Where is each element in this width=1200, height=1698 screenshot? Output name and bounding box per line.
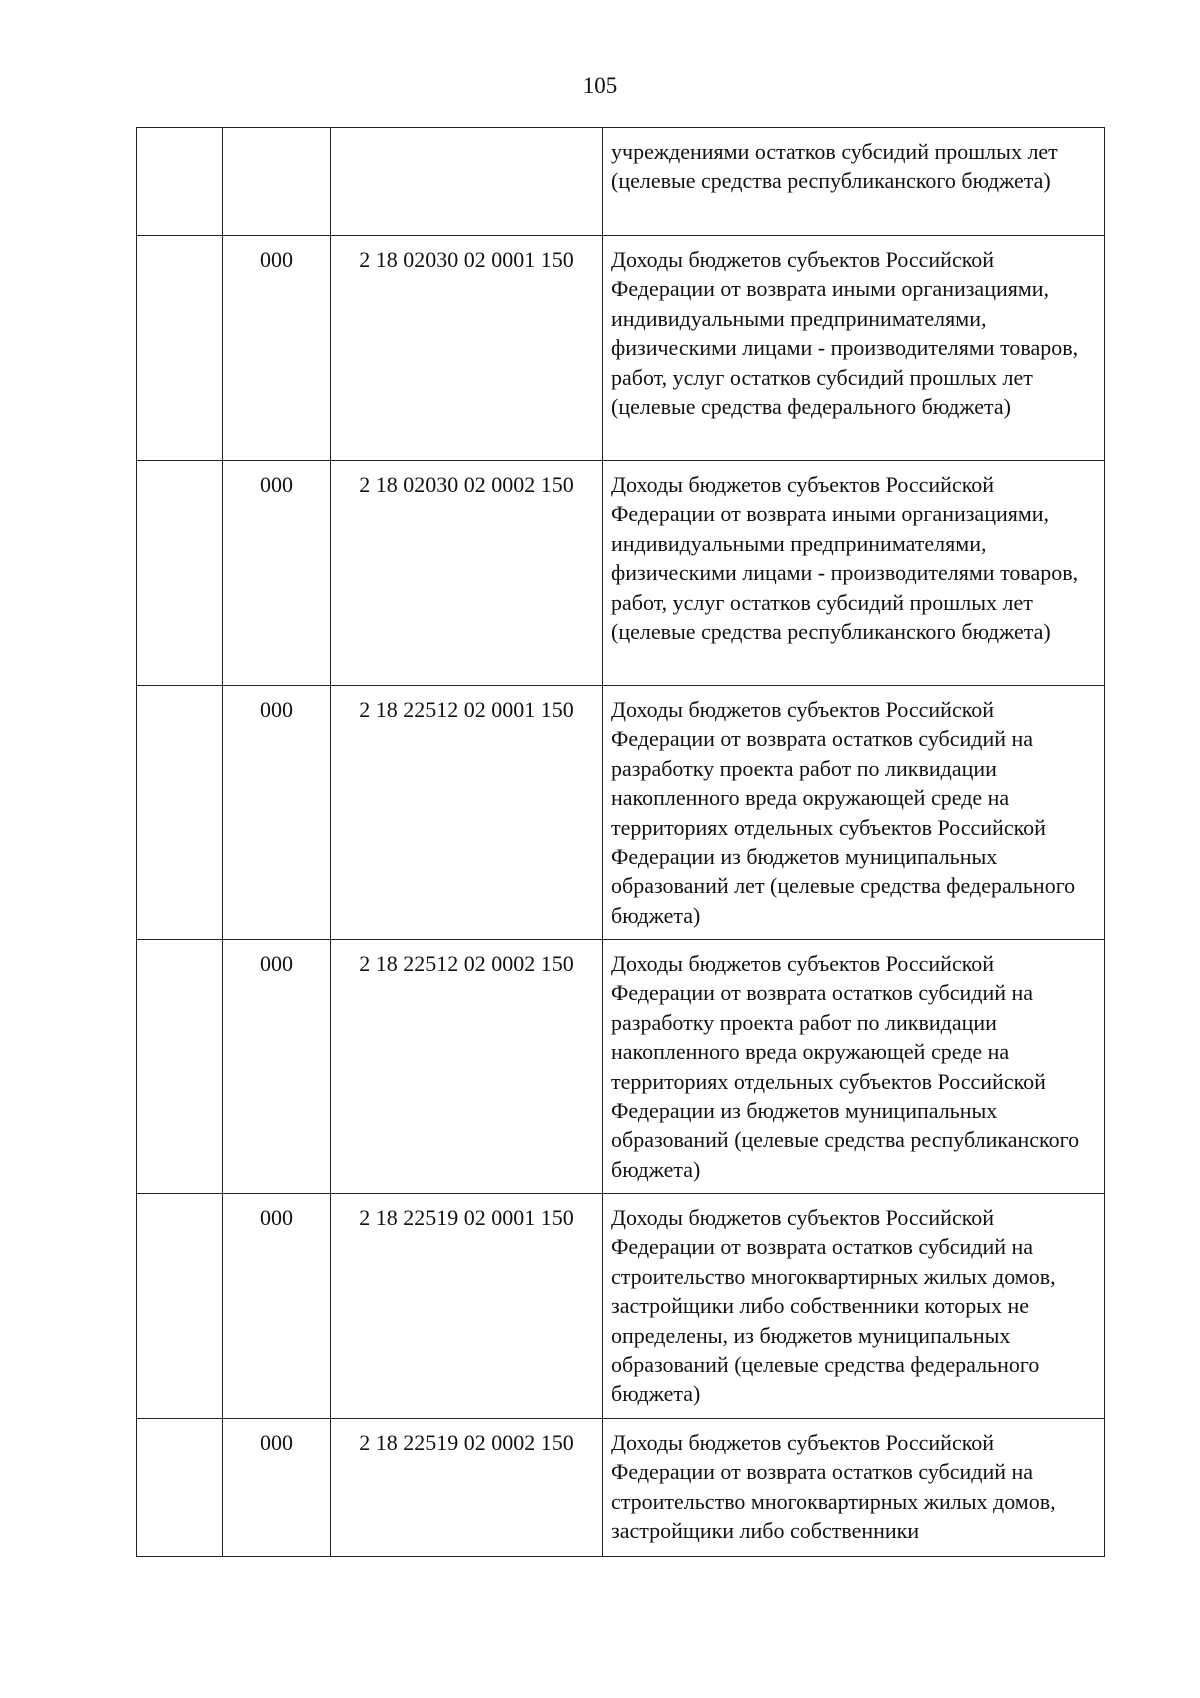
- admin-code-cell: 000: [223, 461, 331, 686]
- admin-code-cell: 000: [223, 236, 331, 461]
- row-number-cell: [137, 686, 223, 940]
- table-row: [137, 940, 1105, 1194]
- description-cell: Доходы бюджетов субъектов Российской Федерации от возврата остатков субсидий на строительство многоквартирных жилых домов, застройщики либо собственники: [603, 1419, 1105, 1557]
- admin-code-cell: 000: [223, 1194, 331, 1419]
- budget-code-cell: 2 18 02030 02 0001 150: [331, 236, 603, 461]
- budget-code-cell: [331, 128, 603, 236]
- description-cell: Доходы бюджетов субъектов Российской Федерации от возврата иными организациями, индивидуальными предпринимателями, физическими лицами - производителями товаров, работ, услуг остатков субсидий прошлых лет (целевые средства федерального бюджета): [603, 236, 1105, 461]
- table-row: [137, 128, 1105, 236]
- admin-code-cell: 000: [223, 686, 331, 940]
- description-cell: Доходы бюджетов субъектов Российской Федерации от возврата остатков субсидий на разработку проекта работ по ликвидации накопленного вреда окружающей среде на территориях отдельных субъектов Российской Федерации из бюджетов муниципальных образований лет (целевые средства федерального бюджета): [603, 686, 1105, 940]
- table-row: [137, 461, 1105, 686]
- row-number-cell: [137, 461, 223, 686]
- description-cell: Доходы бюджетов субъектов Российской Федерации от возврата иными организациями, индивидуальными предпринимателями, физическими лицами - производителями товаров, работ, услуг остатков субсидий прошлых лет (целевые средства республиканского бюджета): [603, 461, 1105, 686]
- table-row: [137, 1419, 1105, 1557]
- admin-code-cell: [223, 128, 331, 236]
- budget-code-cell: 2 18 22512 02 0001 150: [331, 686, 603, 940]
- row-number-cell: [137, 128, 223, 236]
- row-number-cell: [137, 940, 223, 1194]
- description-cell: Доходы бюджетов субъектов Российской Федерации от возврата остатков субсидий на строительство многоквартирных жилых домов, застройщики либо собственники которых не определены, из бюджетов муниципальных образований (целевые средства федерального бюджета): [603, 1194, 1105, 1419]
- budget-code-cell: 2 18 22512 02 0002 150: [331, 940, 603, 1194]
- row-number-cell: [137, 1419, 223, 1557]
- row-number-cell: [137, 236, 223, 461]
- budget-code-cell: 2 18 22519 02 0001 150: [331, 1194, 603, 1419]
- budget-code-cell: 2 18 02030 02 0002 150: [331, 461, 603, 686]
- table-row: [137, 686, 1105, 940]
- budget-codes-table: [136, 127, 1105, 1557]
- page-number: 105: [582, 73, 618, 98]
- budget-code-cell: 2 18 22519 02 0002 150: [331, 1419, 603, 1557]
- table-row: [137, 236, 1105, 461]
- table-row: [137, 1194, 1105, 1419]
- description-cell: учреждениями остатков субсидий прошлых лет (целевые средства республиканского бюджета): [603, 128, 1105, 236]
- description-cell: Доходы бюджетов субъектов Российской Федерации от возврата остатков субсидий на разработку проекта работ по ликвидации накопленного вреда окружающей среде на территориях отдельных субъектов Российской Федерации из бюджетов муниципальных образований (целевые средства республиканского бюджета): [603, 940, 1105, 1194]
- admin-code-cell: 000: [223, 940, 331, 1194]
- admin-code-cell: 000: [223, 1419, 331, 1557]
- row-number-cell: [137, 1194, 223, 1419]
